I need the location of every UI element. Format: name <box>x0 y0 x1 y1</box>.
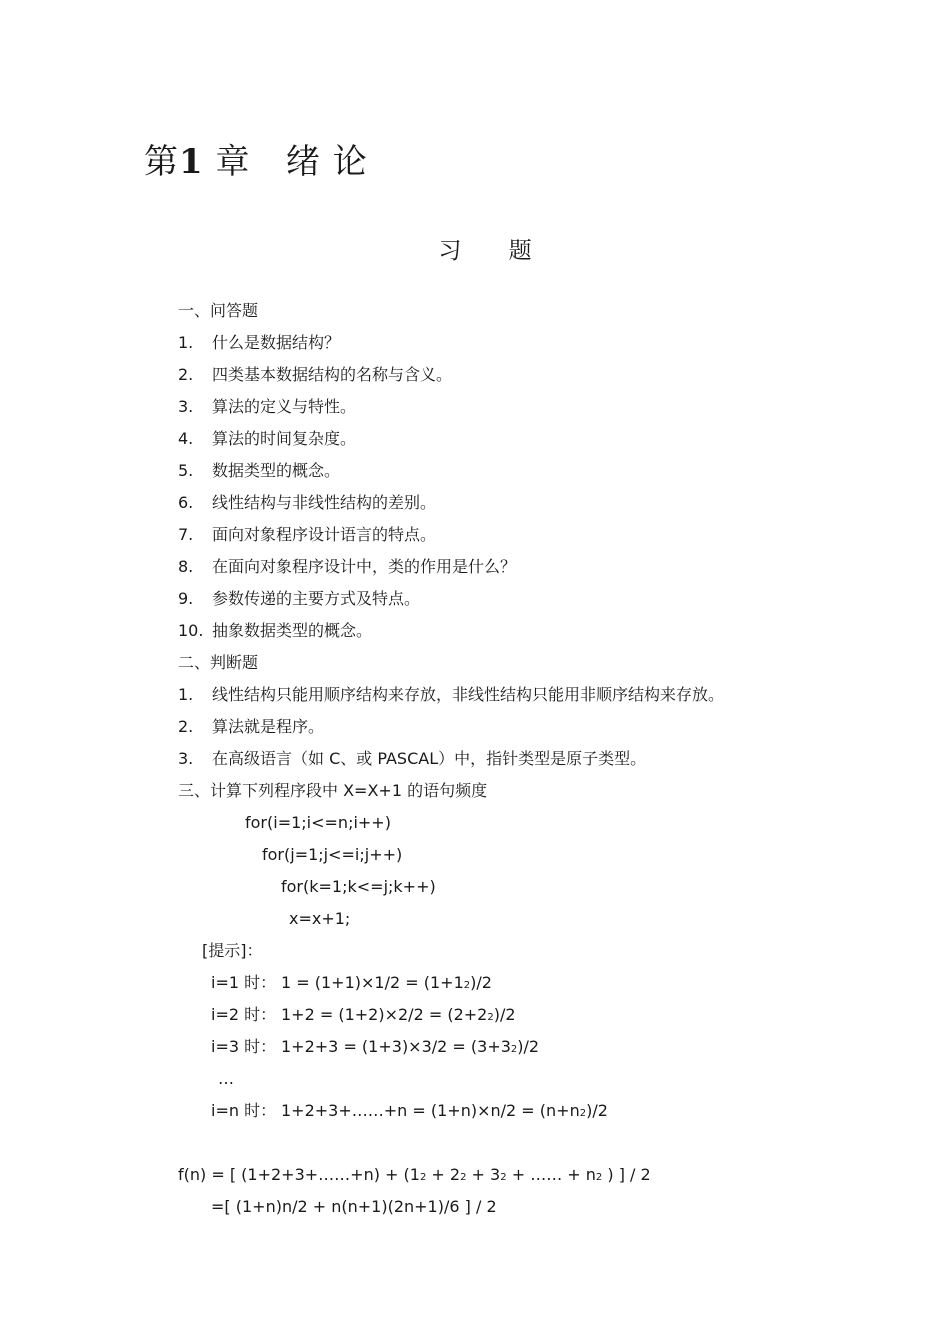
item-number: 4. <box>178 429 194 448</box>
item-text: 算法就是程序。 <box>212 717 325 736</box>
hint-line <box>211 1101 608 1124</box>
item-text: 算法的定义与特性。 <box>212 397 357 416</box>
item-text: 参数传递的主要方式及特点。 <box>212 589 421 608</box>
item-text: 四类基本数据结构的名称与含义。 <box>212 365 453 384</box>
item-number: 5. <box>178 461 194 480</box>
item-number: 3. <box>178 397 194 416</box>
item-number: 8. <box>178 557 194 576</box>
item-text: 算法的时间复杂度。 <box>212 429 357 448</box>
list-item <box>178 429 356 449</box>
hint-case: i=2 时： <box>211 1005 277 1024</box>
item-text: 什么是数据结构？ <box>212 333 341 352</box>
item-number: 2. <box>178 717 194 736</box>
hint-label: [提示]： <box>202 941 263 960</box>
list-item <box>178 589 420 609</box>
formula-part: + 2 <box>426 1165 461 1184</box>
section-title: 习 题 <box>438 238 552 264</box>
exponent: 2 <box>460 1172 467 1183</box>
list-item <box>178 685 724 705</box>
exponent: 2 <box>579 1108 587 1119</box>
formula-sum <box>178 1165 651 1188</box>
chapter-name: 绪 论 <box>285 142 368 182</box>
list-item <box>178 365 452 385</box>
list-item <box>178 717 324 737</box>
hint-expr: 1 = (1+1)×1/2 = (1+1 <box>281 973 464 992</box>
item-text: 抽象数据类型的概念。 <box>212 621 373 640</box>
hint-case: i=1 时： <box>211 973 277 992</box>
item-text: 在面向对象程序设计中，类的作用是什么？ <box>212 557 517 576</box>
chapter-prefix: 第 <box>144 142 179 182</box>
item-number: 7. <box>178 525 194 544</box>
exponent: 2 <box>510 1044 518 1055</box>
hint-expr-tail: )/2 <box>517 1037 540 1056</box>
hint-line <box>211 1005 516 1028</box>
item-number: 10. <box>178 621 204 640</box>
formula-result: =[ (1+n)n/2 + n(n+1)(2n+1)/6 ] / 2 <box>211 1197 497 1216</box>
exponent: 2 <box>487 1012 494 1023</box>
code-line: x=x+1; <box>289 909 351 928</box>
list-item <box>178 749 646 769</box>
item-text: 在高级语言（如 C、或 PASCAL）中，指针类型是原子类型。 <box>212 749 647 768</box>
item-text: 线性结构与非线性结构的差别。 <box>212 493 437 512</box>
list-item <box>178 557 516 577</box>
hint-expr-tail: )/2 <box>493 1005 516 1024</box>
hint-expr-tail: )/2 <box>470 973 492 992</box>
exponent: 2 <box>419 1172 427 1183</box>
hint-expr: 1+2 = (1+2)×2/2 = (2+2 <box>281 1005 488 1024</box>
formula-part: + 3 <box>466 1165 501 1184</box>
formula-part: f(n) = [ (1+2+3+……+n) + (1 <box>178 1165 420 1184</box>
list-item <box>178 397 356 417</box>
item-number: 6. <box>178 493 194 512</box>
hint-expr: 1+2+3 = (1+3)×3/2 = (3+3 <box>281 1037 511 1056</box>
item-text: 数据类型的概念。 <box>212 461 341 480</box>
list-item <box>178 493 436 513</box>
code-line: for(i=1;i<=n;i++) <box>245 813 391 832</box>
hint-expr-tail: )/2 <box>586 1101 608 1120</box>
part3-heading: 三、计算下列程序段中 X=X+1 的语句频度 <box>178 781 488 800</box>
item-text: 线性结构只能用顺序结构来存放，非线性结构只能用非顺序结构来存放。 <box>212 685 725 704</box>
formula-part: + …… + n <box>506 1165 596 1184</box>
list-item <box>178 621 372 641</box>
code-line: for(j=1;j<=i;j++) <box>262 845 403 864</box>
hint-line <box>211 973 492 996</box>
list-item <box>178 461 340 481</box>
item-number: 9. <box>178 589 194 608</box>
chapter-title <box>144 134 368 183</box>
item-number: 2. <box>178 365 194 384</box>
chapter-number: 1 <box>179 142 204 182</box>
item-text: 面向对象程序设计语言的特点。 <box>212 525 437 544</box>
exponent: 2 <box>500 1172 507 1183</box>
code-line: for(k=1;k<=j;k++) <box>281 877 436 896</box>
exponent: 2 <box>595 1172 603 1183</box>
hint-case: i=3 时： <box>211 1037 277 1056</box>
chapter-word: 章 <box>215 142 251 182</box>
part1-heading: 一、问答题 <box>178 301 259 320</box>
item-number: 3. <box>178 749 194 768</box>
exponent: 2 <box>463 980 471 991</box>
part2-heading: 二、判断题 <box>178 653 259 672</box>
item-number: 1. <box>178 333 194 352</box>
hint-case: i=n 时： <box>211 1101 277 1120</box>
hint-line <box>211 1037 539 1060</box>
item-number: 1. <box>178 685 194 704</box>
list-item <box>178 525 436 545</box>
formula-part: ) ] / 2 <box>602 1165 651 1184</box>
ellipsis: … <box>218 1069 234 1088</box>
list-item <box>178 333 340 353</box>
hint-expr: 1+2+3+……+n = (1+n)×n/2 = (n+n <box>281 1101 580 1120</box>
